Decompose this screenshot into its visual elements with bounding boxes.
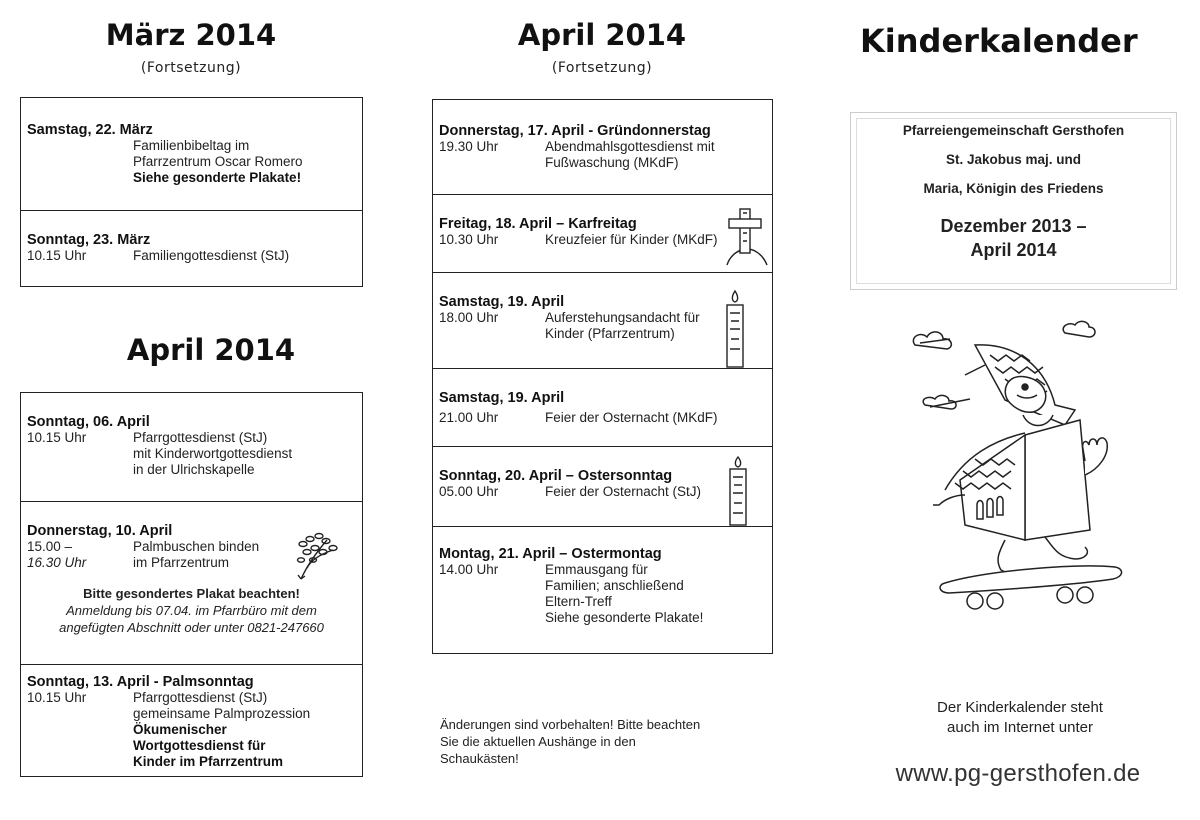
event-sonntag-06-april [21,393,362,502]
event-samstag-19-april-1800 [433,272,772,369]
event-highlight: Siehe gesonderte Plakate! [133,170,302,185]
event-samstag-22-maerz [21,98,362,211]
event-desc: Feier der Osternacht (StJ) [545,484,702,499]
event-desc: Kreuzfeier für Kinder (MKdF) [545,232,718,247]
event-gruendonnerstag [433,100,772,195]
parish-line: Pfarreiengemeinschaft Gersthofen [902,123,1125,138]
event-title: Sonntag, 06. April [27,414,150,430]
event-desc: gemeinsame Palmprozession [133,706,311,721]
event-time: 14.00 Uhr [439,562,499,577]
church-on-skateboard-illustration [905,315,1145,615]
event-desc: Pfarrgottesdienst (StJ) [133,430,268,445]
event-time: 19.30 Uhr [439,139,499,154]
event-time: 10.15 Uhr [27,430,87,445]
event-desc: Familienbibeltag im [133,138,250,153]
event-bold-line: Kinder im Pfarrzentrum [133,754,284,769]
easter-candle-icon [725,455,751,527]
kinderkalender-title: Kinderkalender [860,22,1138,60]
event-desc: Auferstehungsandacht für [545,310,700,325]
event-ostermontag [433,526,772,654]
april-continued-heading: April 2014 [517,18,687,52]
event-title: Sonntag, 13. April - Palmsonntag [27,674,254,690]
notice-line: Änderungen sind vorbehalten! Bitte beachten [440,717,701,732]
event-desc: Familien; anschließend [545,578,684,593]
event-bold-line: Wortgottesdienst für [133,738,266,753]
event-title: Samstag, 19. April [439,390,565,406]
event-desc: Pfarrzentrum Oscar Romero [133,154,303,169]
event-time: 10.15 Uhr [27,690,87,705]
note-bold: Bitte gesondertes Plakat beachten! [83,586,300,601]
event-desc: Pfarrgottesdienst (StJ) [133,690,268,705]
event-time: 21.00 Uhr [439,410,499,425]
event-desc: Palmbuschen binden [133,539,260,554]
event-samstag-19-april-2100 [433,368,772,447]
event-title: Freitag, 18. April – Karfreitag [439,216,637,232]
event-desc: Siehe gesonderte Plakate! [545,610,704,625]
notice-line: Sie die aktuellen Aushänge in den [440,734,636,749]
website-url[interactable]: www.pg-gersthofen.de [895,760,1141,787]
event-donnerstag-10-april [21,501,362,665]
event-desc: mit Kinderwortgottesdienst [133,446,293,461]
internet-info [870,698,1170,738]
event-title: Sonntag, 20. April – Ostersonntag [439,468,673,484]
event-title: Donnerstag, 10. April [27,523,173,539]
event-desc: Eltern-Treff [545,594,612,609]
change-notice [440,716,770,767]
march-events-box [20,97,363,287]
event-desc: Abendmahlsgottesdienst mit [545,139,715,154]
period-line: April 2014 [970,240,1057,260]
event-desc: Feier der Osternacht (MKdF) [545,410,718,425]
event-time: 18.00 Uhr [439,310,499,325]
march-subtitle: (Fortsetzung) [140,60,242,76]
event-desc: Fußwaschung (MKdF) [545,155,679,170]
easter-candle-icon [722,289,748,369]
event-title: Samstag, 22. März [27,122,153,138]
event-desc: im Pfarrzentrum [133,555,230,570]
march-heading: März 2014 [105,18,277,52]
note-line: angefügten Abschnitt oder unter 0821-247660 [59,620,324,635]
event-desc: in der Ulrichskapelle [133,462,255,477]
event-sonntag-23-maerz [21,210,362,287]
event-title: Sonntag, 23. März [27,232,151,248]
event-desc: Kinder (Pfarrzentrum) [545,326,675,341]
cross-on-hill-icon [723,203,769,267]
event-time: 05.00 Uhr [439,484,499,499]
event-time: 16.30 Uhr [27,555,87,570]
event-bold-line: Ökumenischer [133,722,227,737]
event-ostersonntag [433,446,772,527]
event-desc: Familiengottesdienst (StJ) [133,248,290,263]
note-line: Anmeldung bis 07.04. im Pfarrbüro mit dem [66,603,317,618]
april-continued-subtitle: (Fortsetzung) [551,60,653,76]
parish-box [856,118,1171,284]
event-sonntag-13-april [21,664,362,777]
april-continued-events-box [432,99,773,654]
event-time: 10.30 Uhr [439,232,499,247]
internet-line: auch im Internet unter [947,719,1093,736]
parish-box-outer [850,112,1177,290]
palm-branch-icon [293,524,343,582]
period-line: Dezember 2013 – [940,216,1087,236]
event-time: 15.00 – [27,539,73,554]
event-karfreitag [433,194,772,273]
event-time: 10.15 Uhr [27,248,87,263]
event-title: Donnerstag, 17. April - Gründonnerstag [439,123,711,139]
parish-line: Maria, Königin des Friedens [923,181,1104,196]
event-desc: Emmausgang für [545,562,648,577]
event-title: Samstag, 19. April [439,294,565,310]
notice-line: Schaukästen! [440,751,519,766]
april-events-box [20,392,363,777]
parish-line: St. Jakobus maj. und [945,152,1082,167]
event-title: Montag, 21. April – Ostermontag [439,546,662,562]
april-heading: April 2014 [126,333,296,367]
internet-line: Der Kinderkalender steht [937,699,1103,716]
